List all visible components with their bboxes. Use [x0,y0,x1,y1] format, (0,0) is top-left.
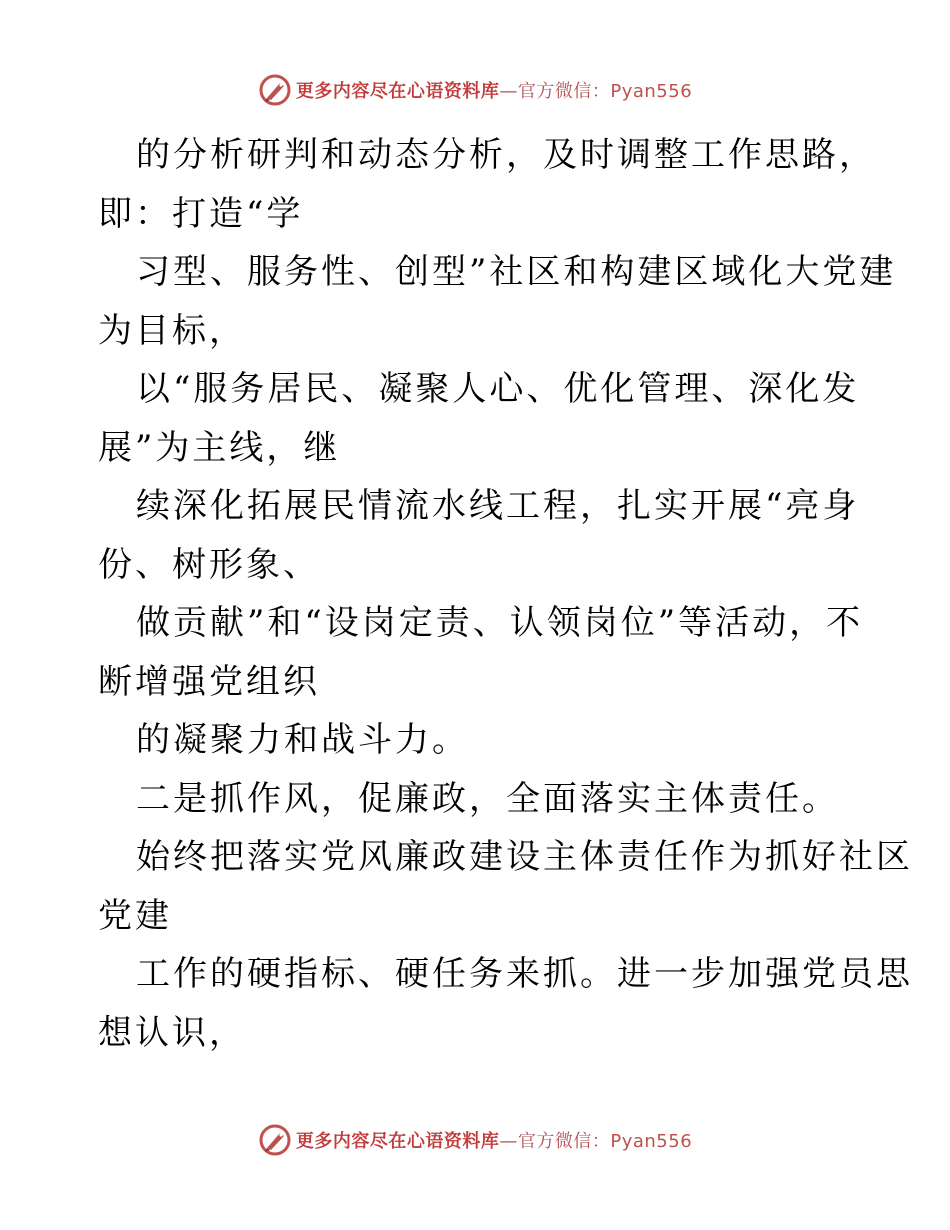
watermark-brand: 更多内容尽在心语资料库 [295,1131,500,1152]
text-line: 的凝聚力和战斗力。 [136,720,469,760]
text-line: 份、树形象、 [98,544,320,585]
text-line: 展”为主线，继 [98,427,341,468]
text-line: 以“服务居民、凝聚人心、优化管理、深化发 [136,369,860,409]
text-line: 断增强党组织 [98,661,320,702]
text-line: 做贡献”和“设岗定责、认领岗位”等活动，不 [136,603,864,643]
text-line: 想认识， [98,1012,246,1053]
watermark-text [296,77,692,103]
header-watermark [0,70,950,110]
watermark-separator: — [499,81,518,102]
text-line: 的分析研判和动态分析，及时调整工作思路， [136,135,876,175]
watermark-contact-id: Pyan556 [610,1131,693,1152]
watermark-brand: 更多内容尽在心语资料库 [295,81,500,102]
footer-watermark [0,1120,950,1160]
text-line: 即：打造“学 [98,193,304,234]
text-line: 党建 [98,895,172,936]
text-line: 二是抓作风，促廉政，全面落实主体责任。 [136,778,839,819]
watermark-contact-label: 官方微信： [517,81,611,102]
pen-nib-seal-icon [258,1123,292,1157]
watermark-contact-id: Pyan556 [610,81,693,102]
watermark-text [296,1127,692,1153]
pen-nib-seal-icon [258,73,292,107]
text-line: 始终把落实党风廉政建设主体责任作为抓好社区 [136,837,913,877]
watermark-separator: — [499,1131,518,1152]
text-line: 续深化拓展民情流水线工程，扎实开展“亮身 [136,486,860,526]
text-line: 习型、服务性、创型”社区和构建区域化大党建 [136,252,897,292]
document-body [98,126,913,1062]
text-line: 工作的硬指标、硬任务来抓。进一步加强党员思 [136,954,913,994]
watermark-contact-label: 官方微信： [517,1131,611,1152]
text-line: 为目标， [98,310,246,351]
